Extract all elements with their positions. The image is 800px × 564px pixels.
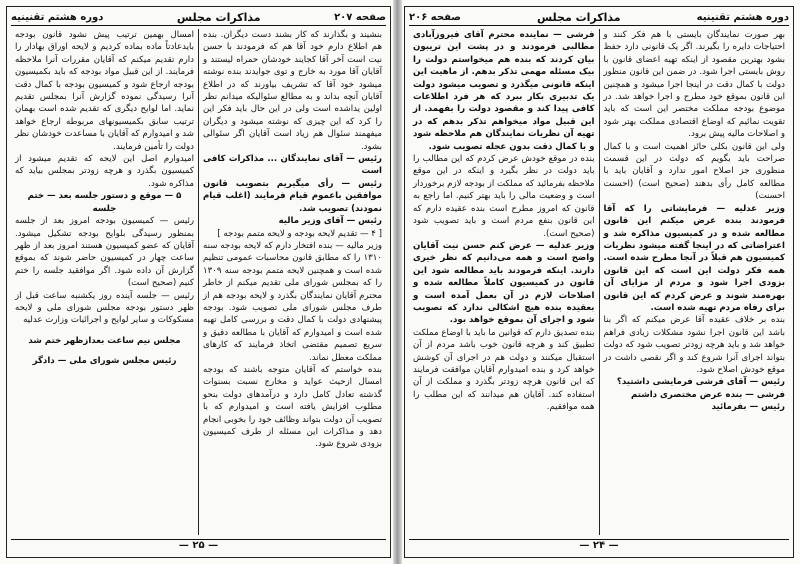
- page-header: [11, 9, 386, 26]
- left-page: [6, 6, 391, 558]
- text-paragraph: بنده تصدیق دارم که قوانین ما باید با اوضاع مملکت تطبیق کند و هرچه قانون خوب باشد مردم از آن استقبال میکنند و دولت هم در اجرای آن کوشش خواهد کرد و بنده امیدوارم آقایان موافقت فرمایند که این قانون هرچه زودتر بگذرد و مملکت از آن استفاده کند. آقایان هم میدانند که این مطلب را همه موافقیم.: [413, 327, 595, 413]
- text-paragraph: بنده در موقع خودش عرض کردم که این مطالب را باید دولت در نظر بگیرد و اینکه در این موقع ملاحظه بفرمائید که مملکت از بودجه لازم برخوردار است و وضعیت مالی را باید بهتر کنیم. اما راجع به قانون که امروز مطرح است بنده عقیده دارم که این قانون بنفع مردم است و باید تصویب شود (صحیح است).: [413, 154, 595, 239]
- text-paragraph: امیدوارم اصل این لایحه که تقدیم میشود از کمیسیون بگذرد و هرچه زودتر بمجلس بیاید که مذاکره شود.: [15, 154, 194, 189]
- book-gutter: [393, 0, 402, 564]
- text-column-left: [409, 29, 599, 535]
- page-footer: — ۲۵ —: [11, 539, 386, 554]
- page-header: [409, 9, 789, 26]
- text-paragraph: امسال بهمین ترتیب پیش نشود قانون بودجه بایدعادتاً ماده بماده کردیم و لایحه اوراق بهادار را دارم تقدیم میکنم که آقایان مقررات آنرا ملاحظه فرمایند. از این قبیل مواد بودجه که باید بکمیسیون بودجه ارجاع شود و کمیسیون بودجه با کمال دقت آنرا رسیدگی نموده گزارش آنرا بمجلس تقدیم نماید. اما لوایح دیگری که تقدیم شده است بهمان ترتیب سابق بکمیسیونهای مربوطه ارجاع خواهد شد و امیدوارم که آقایان با مساعدت خودشان نظر دولت را تأمین فرمایند.: [15, 30, 194, 152]
- speaker-paragraph: رئیس — آقای وزیر مالیه: [278, 216, 382, 227]
- page-number-label: صفحه ۲۰۷: [334, 11, 386, 23]
- page-number-label: صفحه ۲۰۶: [409, 11, 461, 23]
- closing-line: مجلس نیم ساعت بعدازظهر ختم شد: [28, 335, 181, 346]
- text-paragraph: [ ۴ — تقدیم لایحه بودجه و لایحه متمم بودجه ]: [217, 228, 382, 239]
- text-paragraph: بنشیند و بگذارند که کار بشند دست دیگران. بنده هم اطلاع دارم خود آقا هم که فرمودند با حسن نیت است آخر آقا کجایند خودشان حمراه لیستند و آقایان آقا مورد به خارج و توی جوایدند بنده نوشته میشود خود آقا که تشریف بیاورند که در اطلاع آقایان آنچه بداند و به مطالع سئوالیکه میدانم نظر اولین یداشده است ولی در این حال باید فکر این را کرد که این چیزی که نوشته میشود و دیگران میفهمند سئوال هم زیاد است آقایان اگر سئوالی بشود.: [203, 30, 382, 152]
- speaker-paragraph: وزیر عدلیه — فرمایشاتی را که آقا فرمودند بنده عرض میکنم این قانون مطالعه شده و در کمیسیون مذاکره شد و اعتراضاتی که در اینجا گفته میشود نظریات کمیسیون هم قبلاً در آنجا مطرح شده است. همه فکر دولت این است که این قانون بزودی اجرا شود و مردم از مزایای آن بهره‌مند شوند و عرض کردم که این قانون برای رفاه مردم تهیه شده است.: [603, 203, 785, 313]
- column-divider: [599, 29, 600, 535]
- speaker-paragraph: رئیس — آقای فرشی فرمایشی داشتید؟: [616, 377, 785, 388]
- text-paragraph: رئیس — کمیسیون بودجه امروز بعد از جلسه بمنظور رسیدگی بلوایح بودجه تشکیل میشود. آقایان که عضو کمیسیون هستند امروز بعد از ظهر ساعت چهار در کمیسیون حاضر شوند که بموقع گزارش آن داده شود. اگر موافقید جلسه را ختم کنیم (صحیح است): [15, 216, 194, 289]
- text-columns: [11, 29, 386, 535]
- right-page: [404, 6, 794, 558]
- text-column-left: [11, 29, 198, 535]
- text-column-right: [600, 29, 790, 535]
- text-paragraph: بنده خواستم که آقایان متوجه باشند که بودجه امسال ازحیث عواید و مخارج نسبت بسنوات گذشته تعادل کامل دارد و درآمدهای دولت بنحو مطلوب افزایش یافته است و امیدوارم که با تصویب آن دولت بتواند وظائف خود را بخوبی انجام دهد و مذاکرات این مسئله از طرف کمیسیون بزودی شروع شود.: [203, 364, 382, 450]
- text-paragraph: رئیس — جلسه آینده روز یکشنبه ساعت قبل از ظهر دستور بودجه مجلس شورای ملی و لایحه مسکوکات و سایر لوایح و اجرائیات وزارت عدلیه: [15, 290, 194, 326]
- session-label: دوره هشتم تقنینیه: [696, 11, 789, 23]
- speaker-paragraph: وزیر عدلیه — عرض کنم حسن نیت آقایان واضح است و همه می‌دانیم که نظر خیری دارند. اینکه فرمودند باید مطالعه شود این قانون در کمیسیون کاملاً مطالعه شده و اصلاحات لازم در آن بعمل آمده است و بعقیده بنده هیچ اشکالی ندارد که تصویب شود و اجرای آن بموقع خواهد بود.: [413, 240, 595, 326]
- text-paragraph: بهر صورت نمایندگان بایستی با هم فکر کنند و احتیاجات دایره را بگیرند. اگر یک قانونی دارد حفظ بشود بهترین مقصود از اینکه تهیه اعضای قانون با روش بایستی اجرا شود. در ضمن این قانون منظور دولت با کمال دقت در اینجا اجرا میشود و همچنین این قانون بموقع خود مطرح و اجرا خواهد شد. در موضوع بودجه مملکت مختصر این است که باید تقویت نمائیم که اوضاع اقتصادی مملکت بهتر شود و اصلاحات مالیه پیش برود.: [603, 30, 785, 140]
- text-columns: [409, 29, 789, 535]
- text-paragraph: ولی این قانون بکلی حائز اهمیت است و با کمال صراحت باید بگویم که دولت در این قسمت منظوری جز اصلاح امور ندارد و آقایان باید با مطالعه کامل رأی بدهند (صحیح است) (احسنت احسنت): [603, 141, 785, 202]
- page-footer: — ۲۴ —: [409, 539, 789, 554]
- text-paragraph: وزیر مالیه — بنده افتخار دارم که لایحه بودجه سنه ۱۳۱۰ را که مطابق قانون محاسبات عمومی تنظیم شده است و همچنین لایحه متمم بودجه سنه ۱۳۰۹ را که بمجلس شورای ملی تقدیم میکنم از خاطر محترم آقایان نمایندگان بگذرد و لایحه بودجه هم از طرف مجلس شورای ملی تصویب شود. بودجه پیشنهادی دولت با کمال دقت و بررسی کامل تهیه شده است و امیدوارم که آقایان با مطالعه دقیق و سریع تصمیم مقتضی اتخاذ فرمایند که کارهای مملکت معطل نماند.: [203, 240, 382, 363]
- text-column-right: [199, 29, 386, 535]
- page-title: مذاکرات مجلس: [536, 10, 621, 24]
- speaker-paragraph: فرشی — بنده عرض مختصری داشتم: [631, 389, 785, 400]
- section-heading: ۵ — موقع و دستور جلسه بعد — ختم جلسه: [27, 191, 182, 214]
- speaker-paragraph: رئیس — آقای نمایندگان ... مذاکرات کافی است: [203, 154, 382, 177]
- closing-line: رئیس مجلس شورای ملی — دادگر: [32, 356, 177, 367]
- session-label: دوره هشتم تقنینیه: [11, 11, 104, 23]
- text-paragraph: بنده بر خلاف عقیده آقا عرض میکنم که اگر بنا باشد این قانون اجرا نشود مشکلات زیادی فراهم خواهد شد و باید هرچه زودتر تصویب شود که دولت بتواند اجرای آنرا شروع کند و اگر نقصی داشت در موقع خودش اصلاح شود.: [603, 315, 785, 375]
- speaker-paragraph: رئیس — بفرمائید: [711, 402, 785, 413]
- speaker-paragraph: فرشی — نماینده محترم آقای فیروزآبادی مطالبی فرمودند و در پشت این تریبون بیان کردند که بنده هم میخواستم دولت را بیک مسئله مهمی تذکر بدهم. از ماهیت این اینکه قانونی میگذرد و تصویب میشود دولت یک تدبیری بکار ببرد که هر فرد اطلاعات کافی پیدا کند و مقصود دولت را بفهمد. از این قبیل مواد میخواهم تذکر بدهم که در تهیه آن نظریات نمایندگان هم ملاحظه شود و با کمال دقت بدون عجله تصویب شود.: [413, 30, 595, 152]
- speaker-paragraph: رئیس — رأی میگیریم بتصویب قانون موافقین باعموم قیام فرمایند (اغلب قیام نمودند) تصویب شد.: [203, 178, 382, 214]
- page-title: مذاکرات مجلس: [176, 10, 261, 24]
- column-divider: [198, 29, 199, 535]
